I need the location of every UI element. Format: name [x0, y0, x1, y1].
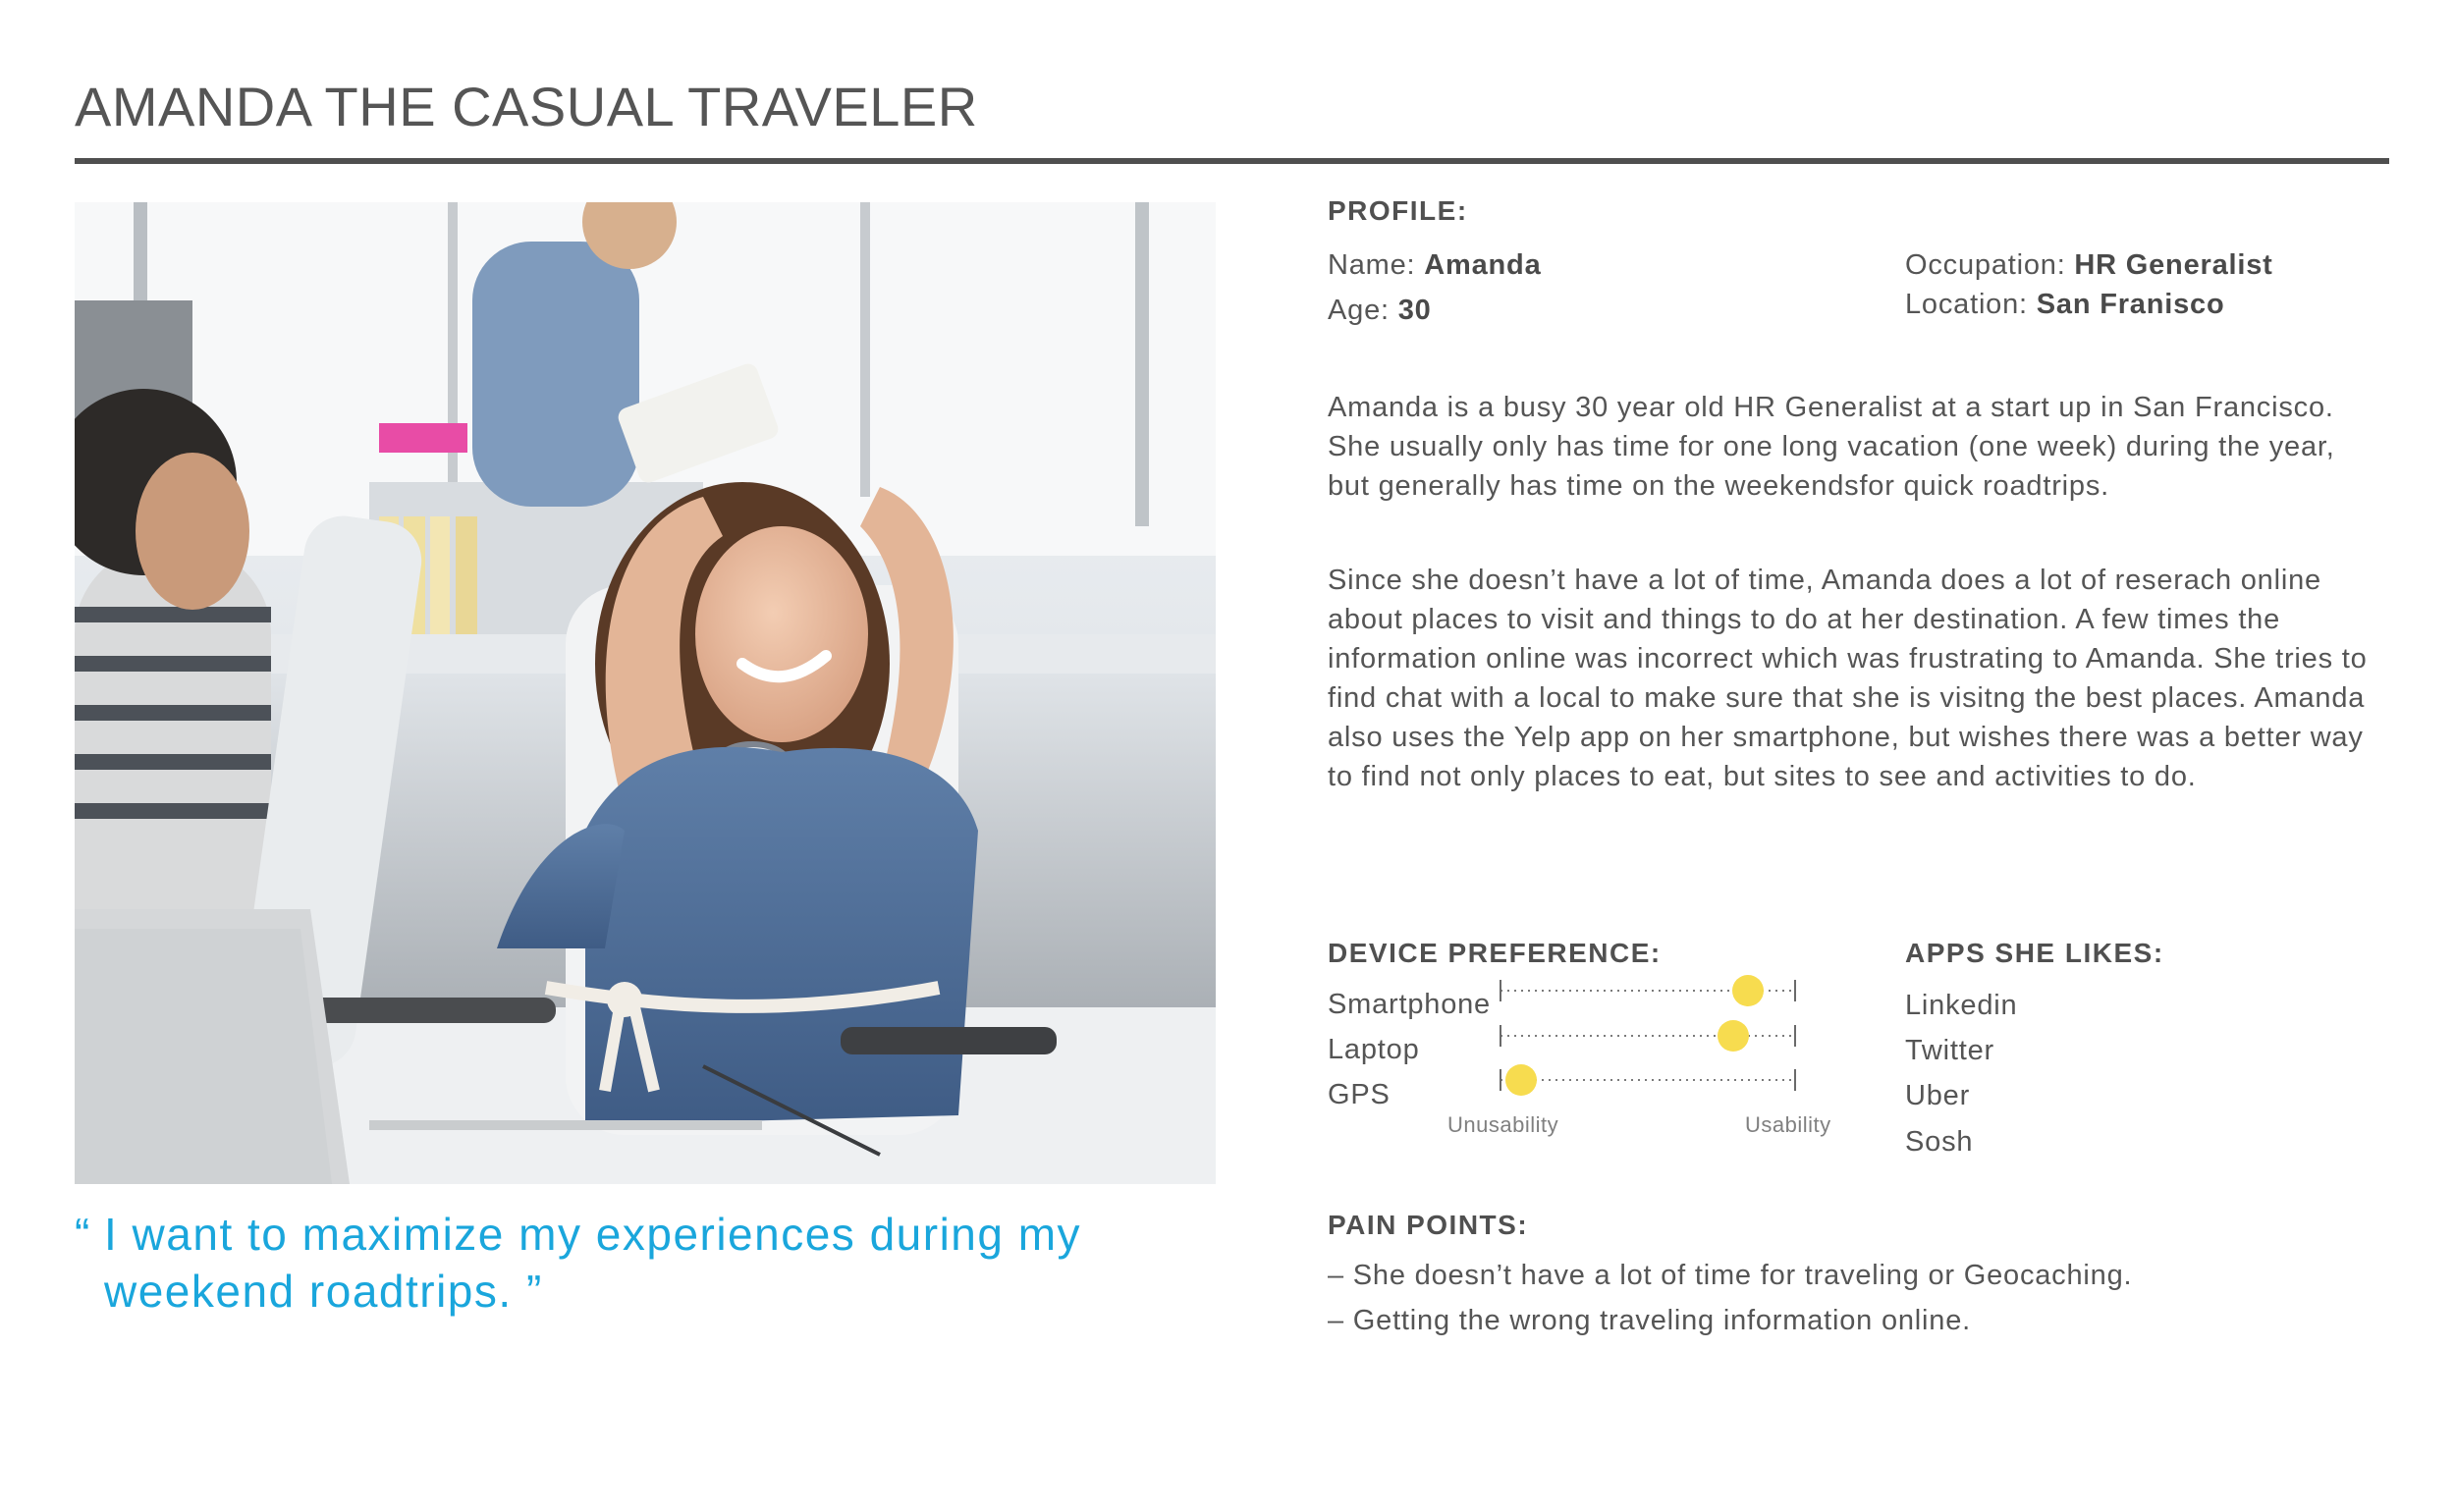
quote-text: I want to maximize my experiences during my weekend roadtrips. ” [104, 1209, 1082, 1317]
pain-points-heading: PAIN POINTS: [1328, 1210, 1529, 1240]
preference-marker-laptop [1718, 1020, 1749, 1052]
page-title: AMANDA THE CASUAL TRAVELER [75, 76, 978, 137]
device-label-laptop: Laptop [1328, 1034, 1420, 1065]
age-value: 30 [1397, 295, 1432, 326]
device-preference-heading: DEVICE PREFERENCE: [1328, 938, 1662, 968]
profile-occupation [1905, 249, 2273, 282]
device-label-gps: GPS [1328, 1079, 1391, 1110]
profile-name [1328, 249, 1542, 282]
device-scale-gps [1500, 1064, 1795, 1096]
device-scale-laptop [1500, 1020, 1795, 1052]
bio-paragraph-1: Amanda is a busy 30 year old HR Generalist at a start up in San Francisco. She usually only has time for one long vacation (one week) during the year, but generally has time on the weekendsfor quick roadtrips. [1328, 392, 2335, 502]
persona-quote [75, 1206, 1214, 1320]
profile-age [1328, 295, 1432, 327]
app-item: Twitter [1905, 1035, 1994, 1066]
location-value: San Franisco [2036, 289, 2225, 320]
persona-photo [75, 202, 1216, 1184]
scale-low-label: Unusability [1447, 1112, 1559, 1137]
preference-marker-smartphone [1732, 975, 1764, 1006]
device-label-smartphone: Smartphone [1328, 989, 1491, 1020]
preference-marker-gps [1505, 1064, 1537, 1096]
profile-location [1905, 289, 2224, 321]
profile-heading: PROFILE: [1328, 195, 1468, 226]
app-item: Sosh [1905, 1126, 1974, 1158]
open-quote-mark: “ [75, 1209, 91, 1260]
age-label: Age: [1328, 295, 1390, 326]
occupation-label: Occupation: [1905, 249, 2066, 281]
device-preference-scales [1473, 967, 1827, 1105]
scale-high-label: Usability [1745, 1112, 1831, 1137]
name-value: Amanda [1424, 249, 1542, 281]
app-item: Uber [1905, 1080, 1971, 1111]
pain-point-item: – Getting the wrong traveling information online. [1328, 1305, 1971, 1336]
apps-heading: APPS SHE LIKES: [1905, 938, 2164, 968]
location-label: Location: [1905, 289, 2028, 320]
bio-paragraph-2: Since she doesn’t have a lot of time, Amanda does a lot of reserach online about places to visit and things to do at her destination. A few times the information online was incorrect which was frustrating to Amanda. She tries to find chat with a local to make sure that she is visitng the best places. Amanda also uses the Yelp app on her smartphone, but wishes there was a better way to find not only places to eat, but sites to see and activities to do. [1328, 565, 2368, 792]
app-item: Linkedin [1905, 990, 2018, 1021]
name-label: Name: [1328, 249, 1416, 281]
occupation-value: HR Generalist [2074, 249, 2273, 281]
title-divider [75, 158, 2389, 164]
pain-point-item: – She doesn’t have a lot of time for traveling or Geocaching. [1328, 1260, 2133, 1291]
device-scale-smartphone [1500, 975, 1795, 1006]
